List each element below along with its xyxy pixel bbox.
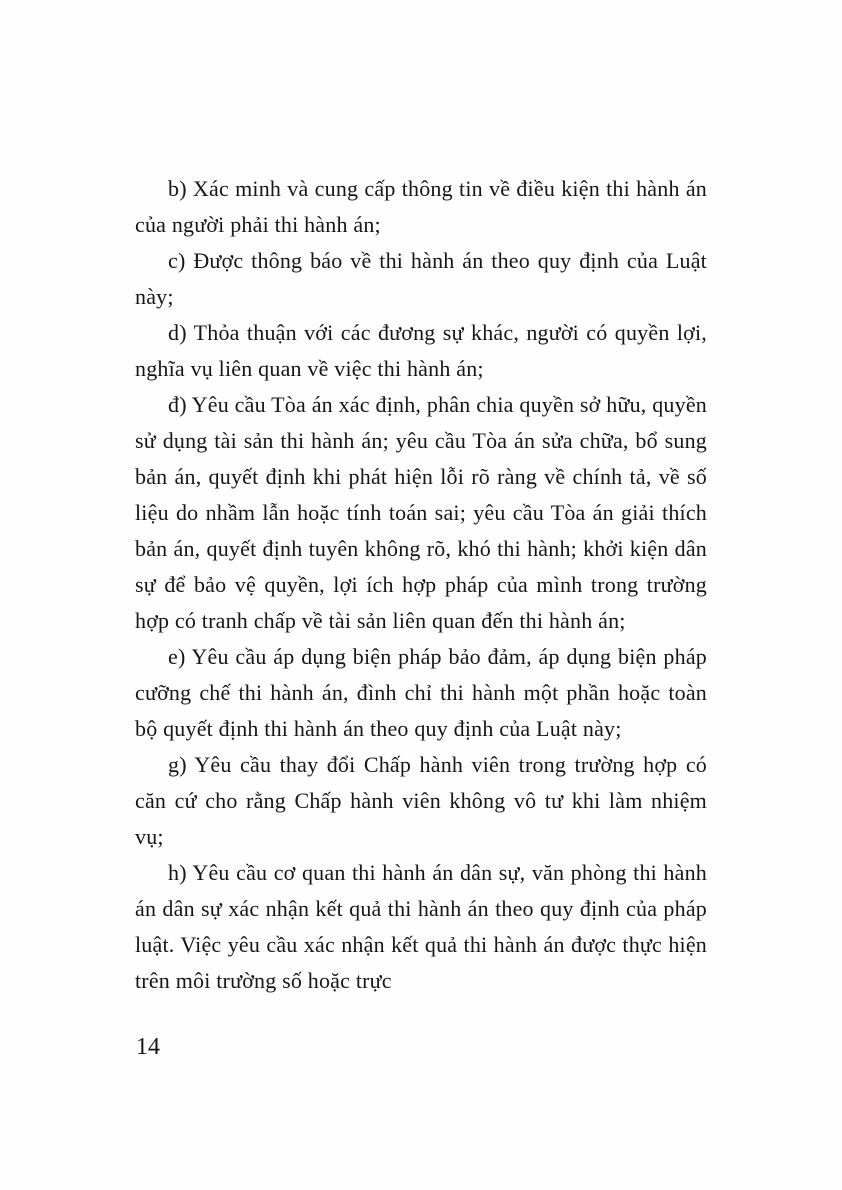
paragraph-d: d) Thỏa thuận với các đương sự khác, người có quyền lợi, nghĩa vụ liên quan về việc thi hành án; bbox=[135, 320, 707, 381]
page-number: 14 bbox=[136, 1034, 160, 1060]
paragraph-g: g) Yêu cầu thay đổi Chấp hành viên trong trường hợp có căn cứ cho rằng Chấp hành viên không vô tư khi làm nhiệm vụ; bbox=[135, 752, 707, 849]
paragraph-dd: đ) Yêu cầu Tòa án xác định, phân chia quyền sở hữu, quyền sử dụng tài sản thi hành án; yêu cầu Tòa án sửa chữa, bổ sung bản án, quyết định khi phát hiện lỗi rõ ràng về chính tả, về số liệu do nhầm lẫn hoặc tính toán sai; yêu cầu Tòa án giải thích bản án, quyết định tuyên không rõ, khó thi hành; khởi kiện dân sự để bảo vệ quyền, lợi ích hợp pháp của mình trong trường hợp có tranh chấp về tài sản liên quan đến thi hành án; bbox=[135, 392, 707, 633]
paragraph-b: b) Xác minh và cung cấp thông tin về điều kiện thi hành án của người phải thi hành án; bbox=[135, 176, 707, 237]
paragraph-c: c) Được thông báo về thi hành án theo quy định của Luật này; bbox=[135, 248, 707, 309]
paragraph-e: e) Yêu cầu áp dụng biện pháp bảo đảm, áp dụng biện pháp cưỡng chế thi hành án, đình chỉ thi hành một phần hoặc toàn bộ quyết định thi hành án theo quy định của Luật này; bbox=[135, 644, 707, 741]
paragraph-h: h) Yêu cầu cơ quan thi hành án dân sự, văn phòng thi hành án dân sự xác nhận kết quả thi hành án theo quy định của pháp luật. Việc yêu cầu xác nhận kết quả thi hành án được thực hiện trên môi trường số hoặc trực bbox=[135, 860, 707, 993]
body-text bbox=[135, 171, 707, 999]
